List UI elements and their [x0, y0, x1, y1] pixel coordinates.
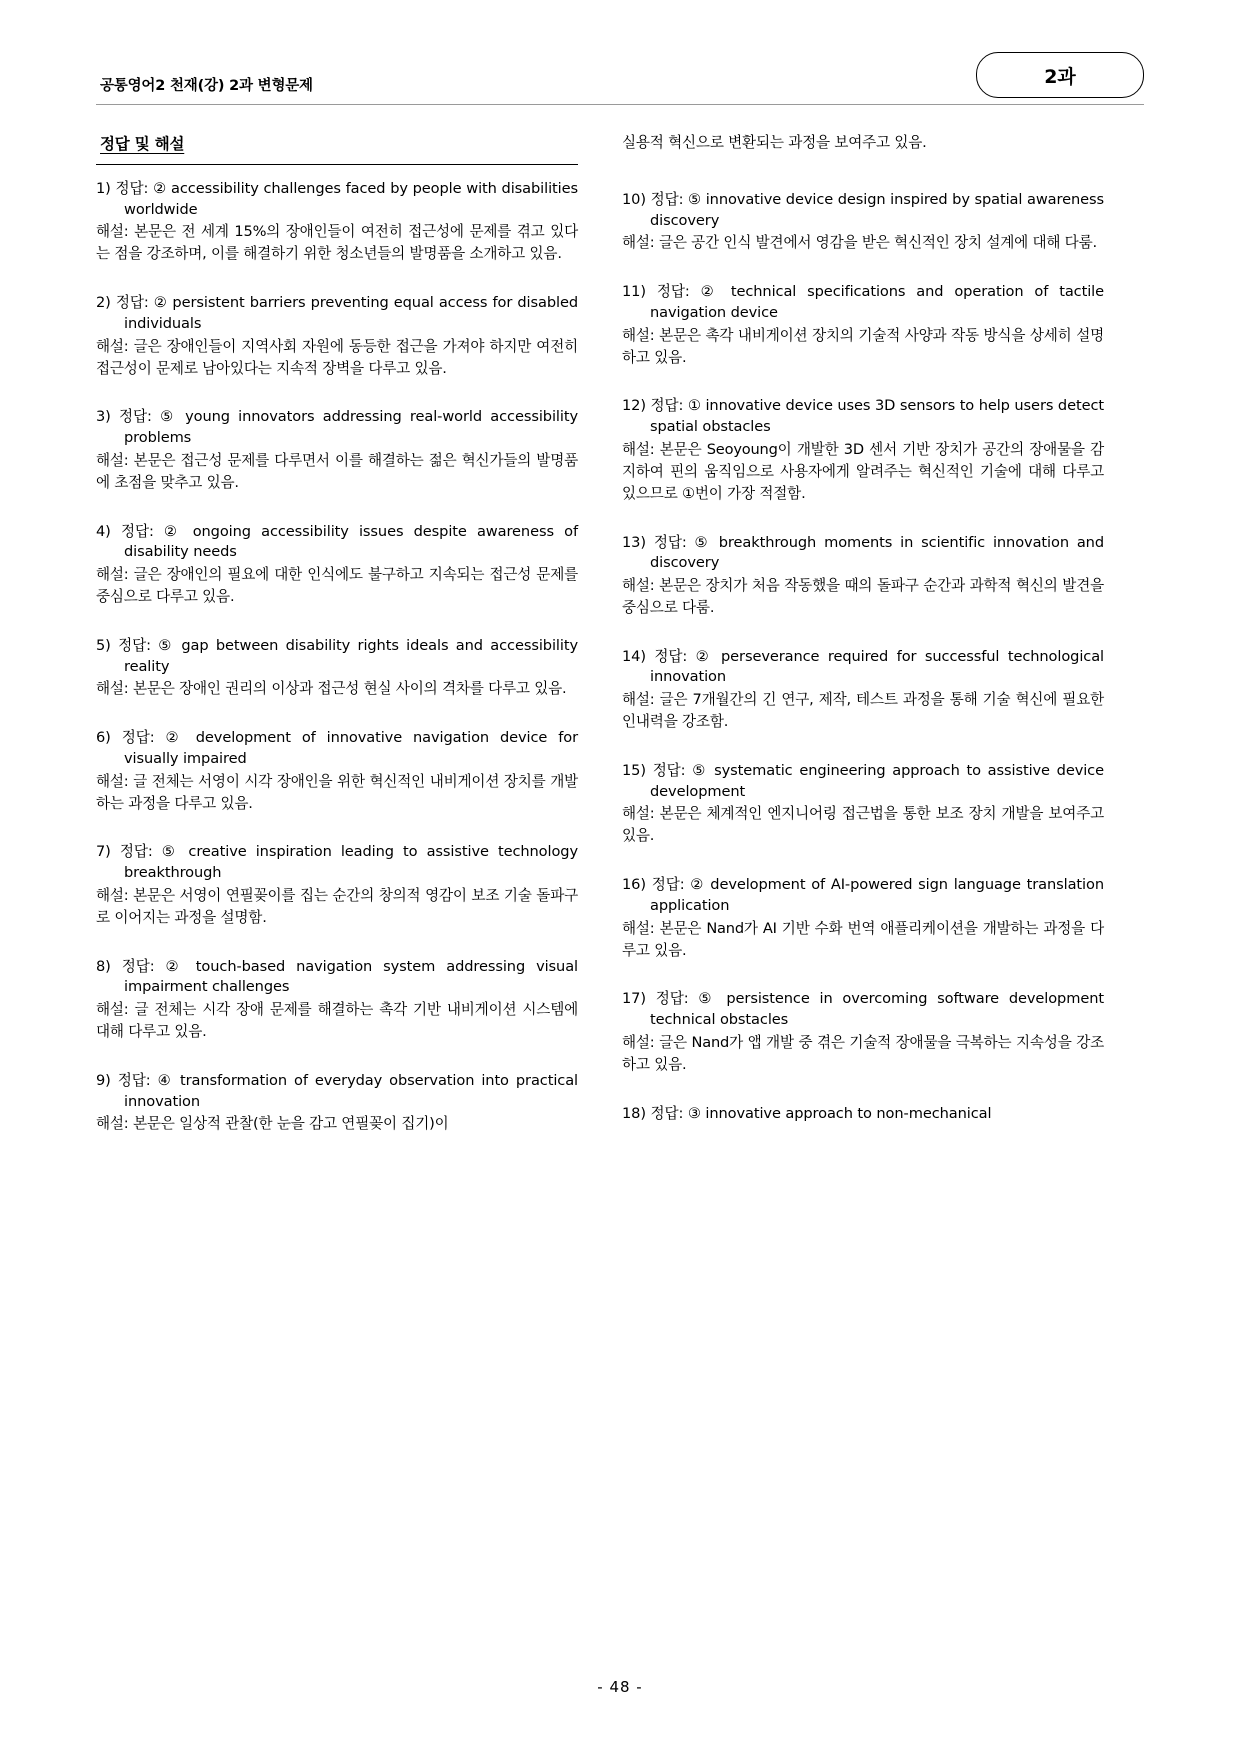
- answer-text: 정답: ⑤ persistence in overcoming software development technical obstacles: [650, 990, 1104, 1029]
- answer-line: [96, 407, 578, 448]
- item-number: 4): [96, 522, 111, 540]
- item-number: 6): [96, 729, 111, 747]
- answer-entry: [96, 636, 578, 700]
- answer-line: [622, 282, 1104, 323]
- header-title: 공통영어2 천재(강) 2과 변형문제: [100, 78, 313, 94]
- item-number: 10): [622, 190, 646, 208]
- answer-text: 정답: ⑤ gap between disability rights ideals and accessibility reality: [118, 636, 578, 675]
- section-divider: [96, 164, 578, 165]
- answer-line: [96, 1071, 578, 1112]
- item-number: 12): [622, 397, 646, 415]
- item-number: 7): [96, 843, 111, 861]
- answer-text: 정답: ⑤ breakthrough moments in scientific innovation and discovery: [650, 533, 1104, 572]
- explanation-text: 해설: 본문은 일상적 관찰(한 눈을 감고 연필꽂이 집기)이: [96, 1115, 449, 1133]
- item-number: 14): [622, 647, 646, 665]
- item-number: 5): [96, 636, 111, 654]
- item-number: 16): [622, 876, 646, 894]
- item-number: 1): [96, 180, 111, 197]
- answer-line: [96, 636, 578, 677]
- answer-entry: [622, 1104, 1104, 1125]
- page-number: - 48 -: [597, 1678, 643, 1696]
- item-number: 13): [622, 533, 646, 551]
- answer-entry: [96, 842, 578, 928]
- answer-text: 정답: ② accessibility challenges faced by people with disabilities worldwide: [115, 180, 578, 218]
- item-number: 18): [622, 1104, 646, 1122]
- explanation-text: 해설: 글은 장애인의 필요에 대한 인식에도 불구하고 지속되는 접근성 문제를 중심으로 다루고 있음.: [96, 566, 578, 605]
- answer-entry: [96, 728, 578, 814]
- answer-line: [622, 533, 1104, 574]
- answer-entry: [622, 190, 1104, 254]
- answer-entry: [622, 533, 1104, 619]
- left-column: [96, 132, 578, 1163]
- item-number: 15): [622, 761, 646, 779]
- explanation-text: 해설: 본문은 전 세계 15%의 장애인들이 여전히 접근성에 문제를 겪고 있다는 점을 강조하며, 이를 해결하기 위한 청소년들의 발명품을 소개하고 있음.: [96, 223, 578, 263]
- explanation-text: 해설: 본문은 촉각 내비게이션 장치의 기술적 사양과 작동 방식을 상세히 설명하고 있음.: [622, 326, 1104, 366]
- explanation-text: 해설: 본문은 서영이 연필꽂이를 집는 순간의 창의적 영감이 보조 기술 돌파구로 이어지는 과정을 설명함.: [96, 886, 578, 926]
- answer-entry: [96, 1071, 578, 1135]
- answer-text: 정답: ② development of innovative navigation device for visually impaired: [121, 729, 578, 767]
- explanation-text: 해설: 본문은 Nand가 AI 기반 수화 번역 애플리케이션을 개발하는 과정을 다루고 있음.: [622, 919, 1104, 959]
- explanation-text: 해설: 본문은 체계적인 엔지니어링 접근법을 통한 보조 장치 개발을 보여주고 있음.: [622, 805, 1104, 845]
- answer-line: [96, 842, 578, 883]
- explanation-text: 해설: 글은 장애인들이 지역사회 자원에 동등한 접근을 가져야 하지만 여전히 접근성이 문제로 남아있다는 지속적 장벽을 다루고 있음.: [96, 337, 578, 377]
- explanation-text: 해설: 본문은 Seoyoung이 개발한 3D 센서 기반 장치가 공간의 장애물을 감지하여 핀의 움직임으로 사용자에게 알려주는 혁신적인 기술에 대해 다루고 있으므로 ①번이 가장 적절함.: [622, 440, 1104, 502]
- answer-entry: [96, 957, 578, 1043]
- answer-text: 정답: ② touch-based navigation system addressing visual impairment challenges: [121, 957, 579, 996]
- answer-text: 정답: ② technical specifications and operation of tactile navigation device: [650, 283, 1104, 321]
- explanation-text: 해설: 글은 7개월간의 긴 연구, 제작, 테스트 과정을 통해 기술 혁신에 필요한 인내력을 강조함.: [622, 691, 1104, 731]
- answer-text: 정답: ④ transformation of everyday observation into practical innovation: [117, 1071, 579, 1110]
- answer-text: 정답: ② development of AI-powered sign language translation application: [650, 876, 1104, 914]
- answer-line: [622, 190, 1104, 231]
- answer-line: [96, 728, 578, 769]
- answer-line: [96, 293, 578, 334]
- explanation-text: 해설: 글 전체는 서영이 시각 장애인을 위한 혁신적인 내비게이션 장치를 개발하는 과정을 다루고 있음.: [96, 772, 578, 812]
- answer-entry: [622, 282, 1104, 368]
- two-column-body: [96, 132, 1144, 1163]
- section-title: 정답 및 해설: [100, 135, 185, 153]
- answer-entry: [96, 407, 578, 493]
- item-number: 2): [96, 294, 111, 312]
- answer-text: 정답: ② ongoing accessibility issues despite awareness of disability needs: [120, 522, 578, 561]
- answer-line: [622, 647, 1104, 688]
- answer-text: 정답: ⑤ young innovators addressing real-world accessibility problems: [119, 408, 578, 447]
- answer-text: 정답: ⑤ systematic engineering approach to assistive device development: [650, 761, 1104, 800]
- header-divider: [96, 104, 1144, 105]
- answer-text: 정답: ① innovative device uses 3D sensors to help users detect spatial obstacles: [650, 397, 1104, 436]
- answer-line: [622, 761, 1104, 802]
- answer-entry: [96, 179, 578, 265]
- answer-text: 정답: ② persistent barriers preventing equal access for disabled individuals: [115, 294, 578, 332]
- explanation-text: 해설: 글은 공간 인식 발견에서 영감을 받은 혁신적인 장치 설계에 대해 다룸.: [622, 234, 1097, 252]
- answer-entry: [622, 647, 1104, 733]
- explanation-text: 해설: 글은 Nand가 앱 개발 중 겪은 기술적 장애물을 극복하는 지속성을 강조하고 있음.: [622, 1033, 1104, 1073]
- explanation-text: 해설: 본문은 접근성 문제를 다루면서 이를 해결하는 젊은 혁신가들의 발명품에 초점을 맞추고 있음.: [96, 451, 578, 491]
- answer-line: [622, 396, 1104, 437]
- right-column: [622, 132, 1104, 1163]
- answer-text: 정답: ⑤ innovative device design inspired by spatial awareness discovery: [650, 190, 1104, 229]
- answer-text: 정답: ② perseverance required for successful technological innovation: [650, 647, 1105, 686]
- answer-line: [96, 522, 578, 563]
- explanation-text: 해설: 본문은 장애인 권리의 이상과 접근성 현실 사이의 격차를 다루고 있음.: [96, 680, 567, 698]
- answer-entry: [622, 875, 1104, 961]
- explanation-text: 해설: 글 전체는 시각 장애 문제를 해결하는 촉각 기반 내비게이션 시스템에 대해 다루고 있음.: [96, 1001, 578, 1040]
- explanation-text: 해설: 본문은 장치가 처음 작동했을 때의 돌파구 순간과 과학적 혁신의 발견을 중심으로 다룸.: [622, 576, 1104, 616]
- answer-entry: [96, 522, 578, 608]
- continuation-text: 실용적 혁신으로 변환되는 과정을 보여주고 있음.: [622, 134, 927, 151]
- item-number: 9): [96, 1071, 111, 1089]
- item-number: 8): [96, 957, 111, 975]
- answer-line: [96, 179, 578, 220]
- answer-entry: [622, 761, 1104, 847]
- answer-line: [96, 957, 578, 998]
- answer-line: [622, 989, 1104, 1030]
- answer-line: [622, 875, 1104, 916]
- answer-entry: [622, 396, 1104, 504]
- answer-entry: [96, 293, 578, 379]
- lesson-badge: 2과: [976, 52, 1144, 98]
- answer-entry: [622, 989, 1104, 1075]
- page-header: [96, 52, 1144, 110]
- item-number: 3): [96, 408, 111, 426]
- answer-text: 정답: ⑤ creative inspiration leading to assistive technology breakthrough: [119, 843, 578, 882]
- answer-text: 정답: ③ innovative approach to non-mechanical: [650, 1104, 992, 1122]
- item-number: 17): [622, 990, 646, 1008]
- item-number: 11): [622, 283, 646, 301]
- answer-line: [622, 1104, 1104, 1125]
